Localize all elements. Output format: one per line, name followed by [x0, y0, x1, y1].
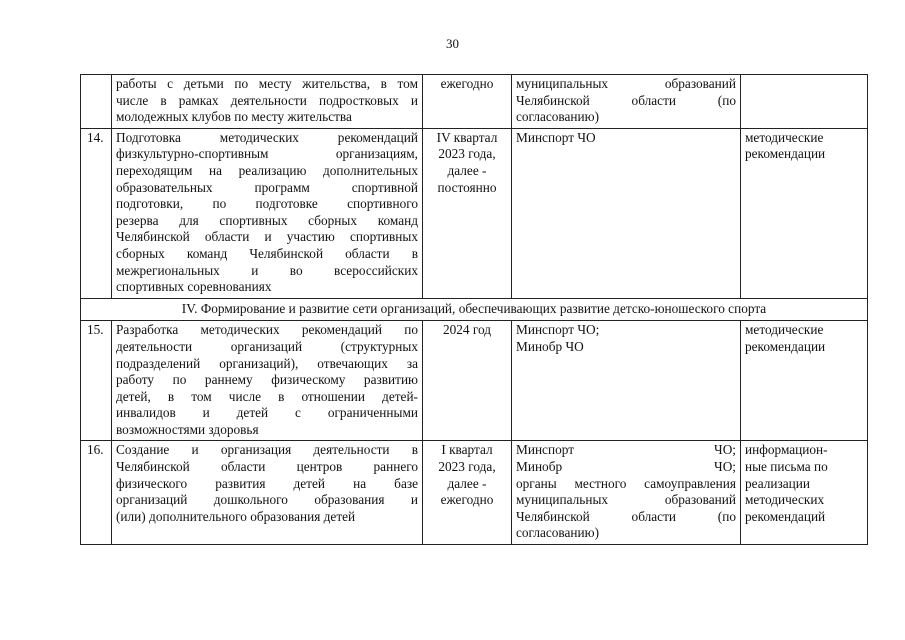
- task-cell-line: межрегиональных и во всероссийских: [116, 262, 418, 278]
- result-cell: [741, 321, 868, 441]
- executor-cell-line: Минобр ЧО: [516, 338, 584, 354]
- executor-cell-line: Минспорт ЧО: [516, 129, 596, 145]
- section-row: [81, 298, 868, 321]
- page-number: 30: [446, 36, 459, 51]
- task-cell-line: переходящим на реализацию дополнительных: [116, 162, 418, 178]
- term-cell-line: ежегодно: [440, 76, 494, 91]
- section-header: [81, 298, 868, 321]
- table-row: [81, 128, 868, 298]
- term-cell: [423, 75, 512, 129]
- task-cell-line: молодежных клубов по месту жительства: [116, 109, 352, 125]
- task-cell: [112, 128, 423, 298]
- term-cell-line: IV квартал: [436, 129, 498, 145]
- task-cell-line: Подготовка методических рекомендаций: [116, 129, 418, 145]
- table-body-top: [81, 75, 868, 299]
- task-cell-line: (или) дополнительного образования детей: [116, 508, 356, 524]
- term-cell: [423, 128, 512, 298]
- task-cell-line: работу по раннему физическому развитию: [116, 372, 418, 388]
- result-cell-line: ные письма по: [745, 459, 828, 475]
- executor-cell: [512, 441, 741, 545]
- term-cell-line: 2024 год: [442, 322, 492, 338]
- task-cell-line: деятельности организаций (структурных: [116, 338, 418, 354]
- task-cell-line: физкультурно-спортивным организациям,: [116, 146, 418, 162]
- executor-cell: [512, 321, 741, 441]
- executor-cell-line: Минспорт ЧО;: [516, 322, 600, 338]
- task-cell-line: работы с детьми по месту жительства, в том: [116, 76, 418, 91]
- result-cell-line: рекомендации: [745, 146, 826, 162]
- executor-cell-line: согласованию): [516, 525, 600, 541]
- result-cell-line: методические: [745, 322, 824, 338]
- table-row: [81, 321, 868, 441]
- term-cell-line: 2023 года,: [438, 146, 496, 162]
- result-cell-line: информацион-: [745, 442, 828, 458]
- task-cell-line: Челябинской области и участию спортивных: [116, 229, 418, 245]
- term-cell: [423, 321, 512, 441]
- executor-cell-line: Минспорт ЧО;: [516, 442, 736, 458]
- row-number: 14.: [81, 128, 112, 298]
- result-cell-line: методических: [745, 492, 825, 508]
- term-cell: [423, 441, 512, 545]
- plan-table: [80, 74, 868, 545]
- task-cell: [112, 441, 423, 545]
- task-cell-line: образовательных программ спортивной: [116, 179, 418, 195]
- task-cell-line: подразделений организаций), отвечающих за: [116, 355, 418, 371]
- task-cell-line: детей, в том числе в отношении детей-: [116, 388, 418, 404]
- executor-cell: [512, 128, 741, 298]
- table-body-bottom: [81, 321, 868, 545]
- executor-cell-line: согласованию): [516, 109, 600, 125]
- task-cell-line: Челябинской области центров раннего: [116, 459, 418, 475]
- table-row: [81, 75, 868, 129]
- result-cell-line: реализации: [745, 475, 810, 491]
- term-cell-line: ежегодно: [440, 492, 494, 508]
- task-cell-line: физического развития детей на базе: [116, 475, 418, 491]
- term-cell-line: 2023 года,: [438, 459, 496, 475]
- term-cell-line: постоянно: [437, 179, 497, 195]
- term-cell-line: далее -: [447, 475, 487, 491]
- term-cell-line: далее -: [447, 162, 487, 178]
- row-number: [81, 75, 112, 129]
- task-cell-line: Разработка методических рекомендаций по: [116, 322, 418, 338]
- result-cell: [741, 441, 868, 545]
- section-title: IV. Формирование и развитие сети организаций, обеспечивающих развитие детско-юношеского спорта: [81, 298, 868, 321]
- result-cell: [741, 75, 868, 129]
- executor-cell-line: Минобр ЧО;: [516, 459, 736, 475]
- task-cell-line: сборных команд Челябинской области в: [116, 245, 418, 261]
- executor-cell-line: Челябинской области (по: [516, 92, 736, 108]
- task-cell: [112, 75, 423, 129]
- result-cell-line: рекомендаций: [745, 508, 826, 524]
- executor-cell-line: органы местного самоуправления: [516, 475, 736, 491]
- task-cell: [112, 321, 423, 441]
- term-cell-line: I квартал: [441, 442, 493, 458]
- result-cell: [741, 128, 868, 298]
- row-number: 16.: [81, 441, 112, 545]
- task-cell-line: числе в рамках деятельности подростковых и: [116, 92, 418, 108]
- task-cell-line: возможностями здоровья: [116, 421, 259, 437]
- task-cell-line: Создание и организация деятельности в: [116, 442, 418, 458]
- executor-cell-line: Челябинской области (по: [516, 508, 736, 524]
- task-cell-line: спортивных соревнованиях: [116, 279, 272, 295]
- table-row: [81, 441, 868, 545]
- result-cell-line: методические: [745, 129, 824, 145]
- task-cell-line: подготовки, по подготовке спортивного: [116, 196, 418, 212]
- result-cell-line: рекомендации: [745, 338, 826, 354]
- row-number: 15.: [81, 321, 112, 441]
- executor-cell-line: муниципальных образований: [516, 492, 736, 508]
- task-cell-line: инвалидов и детей с ограниченными: [116, 405, 418, 421]
- executor-cell: [512, 75, 741, 129]
- task-cell-line: организаций дошкольного образования и: [116, 492, 418, 508]
- task-cell-line: резерва для спортивных сборных команд: [116, 212, 418, 228]
- executor-cell-line: муниципальных образований: [516, 76, 736, 91]
